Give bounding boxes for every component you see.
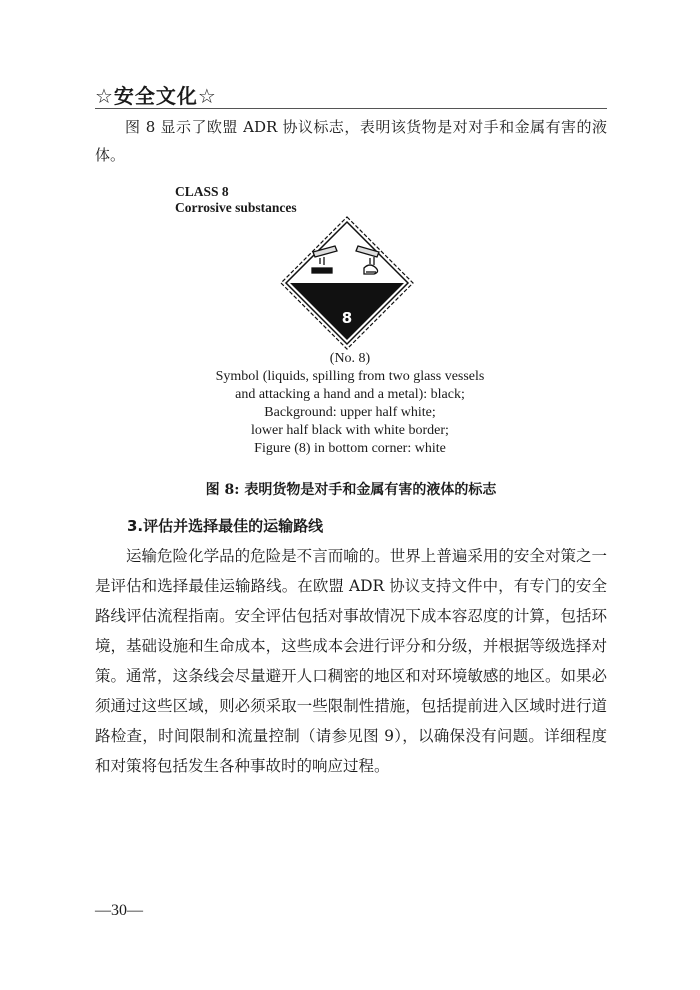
figure-class-label	[175, 184, 297, 216]
body-paragraph: 运输危险化学品的危险是不言而喻的。世界上普遍采用的安全对策之一是评估和选择最佳运输路线。在欧盟 ADR 协议支持文件中，有专门的安全路线评估流程指南。安全评估包括对事故情况下成本容忍度的计算，包括环境，基础设施和生命成本，这些成本会进行评分和分级，并根据等级选择对策。通常，这条线会尽量避开人口稠密的地区和对环境敏感的地区。如果必须通过这些区域，则必须采取一些限制性措施，包括提前进入区域时进行道路检查，时间限制和流量控制（请参见图 9），以确保没有问题。详细程度和对策将包括发生各种事故时的响应过程。	[95, 547, 607, 775]
caption-line: lower half black with white border;	[251, 423, 449, 438]
section-heading: 3.评估并选择最佳的运输路线	[127, 517, 324, 535]
class-line-2: Corrosive substances	[175, 200, 297, 215]
page-number: —30—	[95, 902, 143, 919]
caption-line: Background: upper half white;	[264, 405, 436, 420]
caption-line: (No. 8)	[329, 351, 371, 366]
intro-paragraph: 图 8 显示了欧盟 ADR 协议标志，表明该货物是对对手和金属有害的液体。	[95, 118, 607, 164]
caption-line: Symbol (liquids, spilling from two glass vessels	[215, 369, 485, 384]
caption-line: Figure (8) in bottom corner: white	[254, 441, 446, 456]
figure-caption-text	[170, 350, 530, 458]
adr-class8-figure	[170, 180, 530, 456]
corrosive-diamond-icon	[280, 216, 414, 350]
diamond-number: 8	[341, 309, 353, 327]
page-header-title: ☆安全文化☆	[95, 84, 217, 108]
header-divider	[95, 108, 607, 109]
figure-title: 图 8: 表明货物是对手和金属有害的液体的标志	[205, 482, 497, 498]
class-line-1: CLASS 8	[175, 184, 229, 199]
caption-line: and attacking a hand and a metal): black;	[235, 387, 465, 402]
